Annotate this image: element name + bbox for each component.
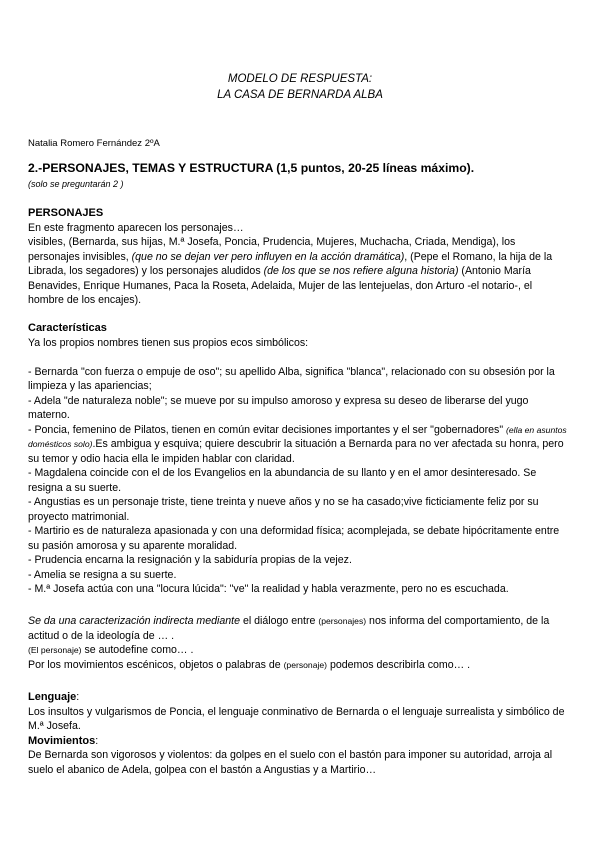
character-item-prudencia: - Prudencia encarna la resignación y la sabiduría propias de la vejez.	[28, 554, 352, 566]
movimientos-colon: :	[95, 734, 99, 747]
indirecta-line2	[28, 643, 568, 658]
indirecta-text-c: se autodefine como… .	[81, 644, 194, 656]
author-name: Natalia Romero Fernández 2ºA	[28, 138, 160, 149]
indirecta-small-elpersonaje: (El personaje)	[28, 645, 82, 655]
poncia-text-b: .Es ambigua y esquiva; quiere descubrir la situación a Bernarda para no ver afectada su honra, pero su temor y odio hacia ella le impiden hablar con claridad.	[28, 438, 564, 465]
indirecta-text-e: podemos describirla como… .	[327, 658, 471, 671]
character-item-martirio: - Martirio es de naturaleza apasionada y con una deformidad física; acomplejada, se debate hipócritamente entre su pasión amorosa y su aparente moralidad.	[28, 525, 560, 552]
caracteristicas-intro: Ya los propios nombres tienen sus propios ecos simbólicos:	[28, 336, 309, 349]
character-item-mjosefa: - M.ª Josefa actúa con una "locura lúcida": "ve" la realidad y habla verazmente, pero no es escuchada.	[28, 583, 509, 595]
spacer	[28, 350, 568, 365]
movimientos-heading: Movimientos	[28, 734, 96, 747]
indirecta-lead: Se da una caracterización indirecta mediante	[28, 615, 240, 627]
section-heading: 2.-PERSONAJES, TEMAS Y ESTRUCTURA (1,5 puntos, 20-25 líneas máximo).	[28, 161, 475, 175]
lenguaje-colon: :	[76, 691, 80, 703]
indirecta-text-b: nos informa del comportamiento, de la actitud o de la ideología de … .	[28, 615, 550, 642]
document-title-line2: LA CASA DE BERNARDA ALBA	[217, 89, 383, 101]
lenguaje-heading: Lenguaje	[28, 691, 77, 703]
character-item-angustias: - Angustias es un personaje triste, tiene treinta y nueve años y no se ha casado;vive ficticiamente feliz por su proyecto matrimonial.	[28, 496, 539, 523]
lenguaje-text: Los insultos y vulgarismos de Poncia, el lenguaje conminativo de Bernarda o el lenguaje surrealista y simbólico de M.ª Josefa.	[28, 705, 565, 732]
lenguaje-section	[28, 690, 568, 777]
caracteristicas-heading: Características	[28, 322, 107, 334]
personajes-paragraph	[28, 235, 568, 308]
indirecta-section	[28, 614, 568, 672]
poncia-note: (ella en asuntos domésticos solo)	[28, 424, 567, 449]
indirecta-small-personajes: (personajes)	[318, 616, 367, 626]
aludidos-list: (Antonio María Benavides, Enrique Humanes, Paca la Roseta, Adelaida, Mujer de las lentejuelas, don Arturo -el notario-, el hombre de los encajes).	[28, 265, 533, 306]
character-item-bernarda: - Bernarda "con fuerza o empuje de oso"; su apellido Alba, significa "blanca", relacionado con su obsesión por la limpieza y las apariencias;	[28, 365, 555, 392]
section-note: (solo se preguntarán 2 )	[28, 179, 124, 189]
indirecta-text-a: el diálogo entre	[240, 615, 319, 627]
movimientos-heading-line	[28, 734, 568, 749]
invisibles-list: , (Pepe el Romano, la hija de la Librada, los segadores) y los personajes aludidos	[28, 250, 553, 277]
indirecta-text-d: Por los movimientos escénicos, objetos o palabras de	[28, 658, 284, 671]
indirecta-small-personaje: (personaje)	[283, 659, 328, 670]
personajes-intro: En este fragmento aparecen los personajes…	[28, 221, 244, 234]
personajes-section	[28, 206, 568, 308]
personajes-visibles: visibles, (Bernarda, sus hijas, M.ª Josefa, Poncia, Prudencia, Mujeres, Muchacha, Criada, Mendiga), los personajes invisibles,	[28, 236, 516, 263]
character-item-amelia: - Amelia se resigna a su suerte.	[28, 568, 177, 581]
invisibles-note: (que no se dejan ver pero influyen en la acción dramática)	[131, 250, 405, 263]
poncia-text-a: - Poncia, femenino de Pilatos, tienen en común evitar decisiones importantes y el ser "gobernadores"	[28, 423, 507, 436]
character-item-poncia	[28, 423, 568, 467]
caracteristicas-section	[28, 321, 568, 597]
character-item-magdalena: - Magdalena coincide con el de los Evangelios en la abundancia de su llanto y en el amor desinteresado. Se resigna a su suerte.	[28, 467, 537, 494]
indirecta-line3	[28, 658, 568, 673]
document-title-line1: MODELO DE RESPUESTA:	[227, 73, 373, 85]
lenguaje-heading-line	[28, 690, 568, 705]
personajes-heading: PERSONAJES	[28, 207, 104, 219]
indirecta-line1	[28, 614, 568, 643]
aludidos-note: (de los que se nos refiere alguna historia)	[263, 265, 459, 277]
movimientos-text: De Bernarda son vigorosos y violentos: da golpes en el suelo con el bastón para imponer su autoridad, arroja al suelo el abanico de Adela, golpea con el bastón a Angustias y a Martirio…	[28, 749, 553, 776]
character-item-adela: - Adela "de naturaleza noble"; se mueve por su impulso amoroso y expresa su deseo de liberarse del yugo materno.	[28, 394, 529, 421]
